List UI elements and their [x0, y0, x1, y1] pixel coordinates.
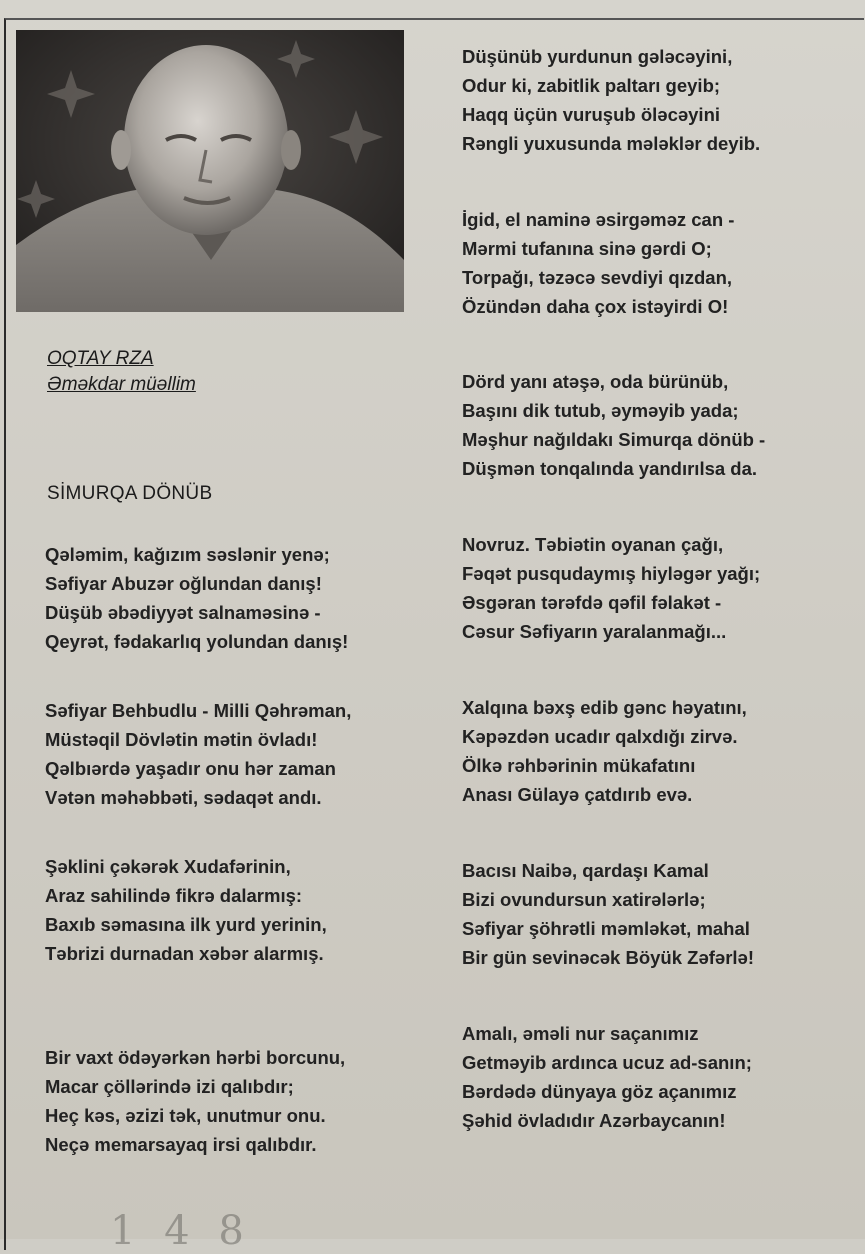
poem-line: Odur ki, zabitlik paltarı geyib; [462, 75, 721, 96]
stanza [45, 540, 415, 656]
author-portrait-photo [16, 30, 404, 312]
poem-line: Fəqət pusqudaymış hiyləgər yağı; [462, 563, 761, 584]
handwritten-page-mark: 1 4 8 [110, 1208, 252, 1254]
poem-line: Şəklini çəkərək Xudafərinin, [45, 856, 291, 877]
poem-line: Qəlbıərdə yaşadır onu hər zaman [45, 758, 336, 779]
poem-line: Əsgəran tərəfdə qəfil fəlakət - [462, 592, 722, 613]
poem-line: Bacısı Naibə, qardaşı Kamal [462, 860, 709, 881]
poem-line: Başını dik tutub, əyməyib yada; [462, 400, 739, 421]
stanza [462, 205, 862, 321]
poem-line: Düşmən tonqalında yandırılsa da. [462, 458, 758, 479]
poem-line: Cəsur Səfiyarın yaralanmağı... [462, 621, 727, 642]
poem-line: Səfiyar şöhrətli məmləkət, mahal [462, 918, 750, 939]
poem-line: Qələmim, kağızım səslənir yenə; [45, 544, 330, 565]
poem-line: Anası Gülayə çatdırıb evə. [462, 784, 693, 805]
stanza [462, 42, 862, 158]
author-name: OQTAY RZA [47, 348, 154, 369]
poem-line: Novruz. Təbiətin oyanan çağı, [462, 534, 724, 555]
poem-line: Şəhid övladıdır Azərbaycanın! [462, 1110, 726, 1131]
poem-title: SİMURQA DÖNÜB [47, 483, 213, 504]
poem-line: Rəngli yuxusunda mələklər deyib. [462, 133, 761, 154]
poem-line: Bir vaxt ödəyərkən hərbi borcunu, [45, 1047, 346, 1068]
poem-line: Macar çöllərində izi qalıbdır; [45, 1076, 294, 1097]
poem-line: Getməyib ardınca ucuz ad-sanın; [462, 1052, 752, 1073]
poem-line: Torpağı, təzəcə sevdiyi qızdan, [462, 267, 733, 288]
poem-line: Kəpəzdən ucadır qalxdığı zirvə. [462, 726, 738, 747]
poem-line: Ölkə rəhbərinin mükafatını [462, 755, 696, 776]
poem-line: Mərmi tufanına sinə gərdi O; [462, 238, 712, 259]
stanza [462, 856, 862, 972]
poem-line: Neçə memarsayaq irsi qalıbdır. [45, 1134, 317, 1155]
poem-right-column [462, 42, 862, 1182]
stanza [462, 1019, 862, 1135]
poem-line: Bir gün sevinəcək Böyük Zəfərlə! [462, 947, 754, 968]
poem-line: Qeyrət, fədakarlıq yolundan danış! [45, 631, 349, 652]
stanza [462, 367, 862, 483]
poem-line: Özündən daha çox istəyirdi O! [462, 296, 729, 317]
poem-line: Vətən məhəbbəti, sədaqət andı. [45, 787, 322, 808]
author-role: Əməkdar müəllim [47, 374, 196, 395]
poem-line: Araz sahilində fikrə dalarmış: [45, 885, 303, 906]
poem-line: Heç kəs, əzizi tək, unutmur onu. [45, 1105, 326, 1126]
stanza [462, 530, 862, 646]
stanza [45, 1043, 415, 1159]
poem-line: İgid, el naminə əsirgəməz can - [462, 209, 735, 230]
poem-line: Bizi ovundursun xatirələrlə; [462, 889, 706, 910]
author-byline [47, 346, 196, 398]
poem-line: Haqq üçün vuruşub öləcəyini [462, 104, 721, 125]
poem-line: Səfiyar Abuzər oğlundan danış! [45, 573, 322, 594]
poem-line: Xalqına bəxş edib gənc həyatını, [462, 697, 747, 718]
poem-line: Düşünüb yurdunun gələcəyini, [462, 46, 733, 67]
stanza [45, 852, 415, 968]
poem-left-column [45, 540, 415, 1199]
poem-line: Bərdədə dünyaya göz açanımız [462, 1081, 737, 1102]
poem-line: Təbrizi durnadan xəbər alarmış. [45, 943, 324, 964]
poem-line: Dörd yanı atəşə, oda bürünüb, [462, 371, 729, 392]
poem-line: Amalı, əməli nur saçanımız [462, 1023, 699, 1044]
poem-line: Müstəqil Dövlətin mətin övladı! [45, 729, 318, 750]
poem-line: Məşhur nağıldakı Simurqa dönüb - [462, 429, 766, 450]
stanza [45, 696, 415, 812]
poem-line: Düşüb əbədiyyət salnaməsinə - [45, 602, 321, 623]
poem-line: Səfiyar Behbudlu - Milli Qəhrəman, [45, 700, 352, 721]
poem-line: Baxıb səmasına ilk yurd yerinin, [45, 914, 327, 935]
stanza [462, 693, 862, 809]
